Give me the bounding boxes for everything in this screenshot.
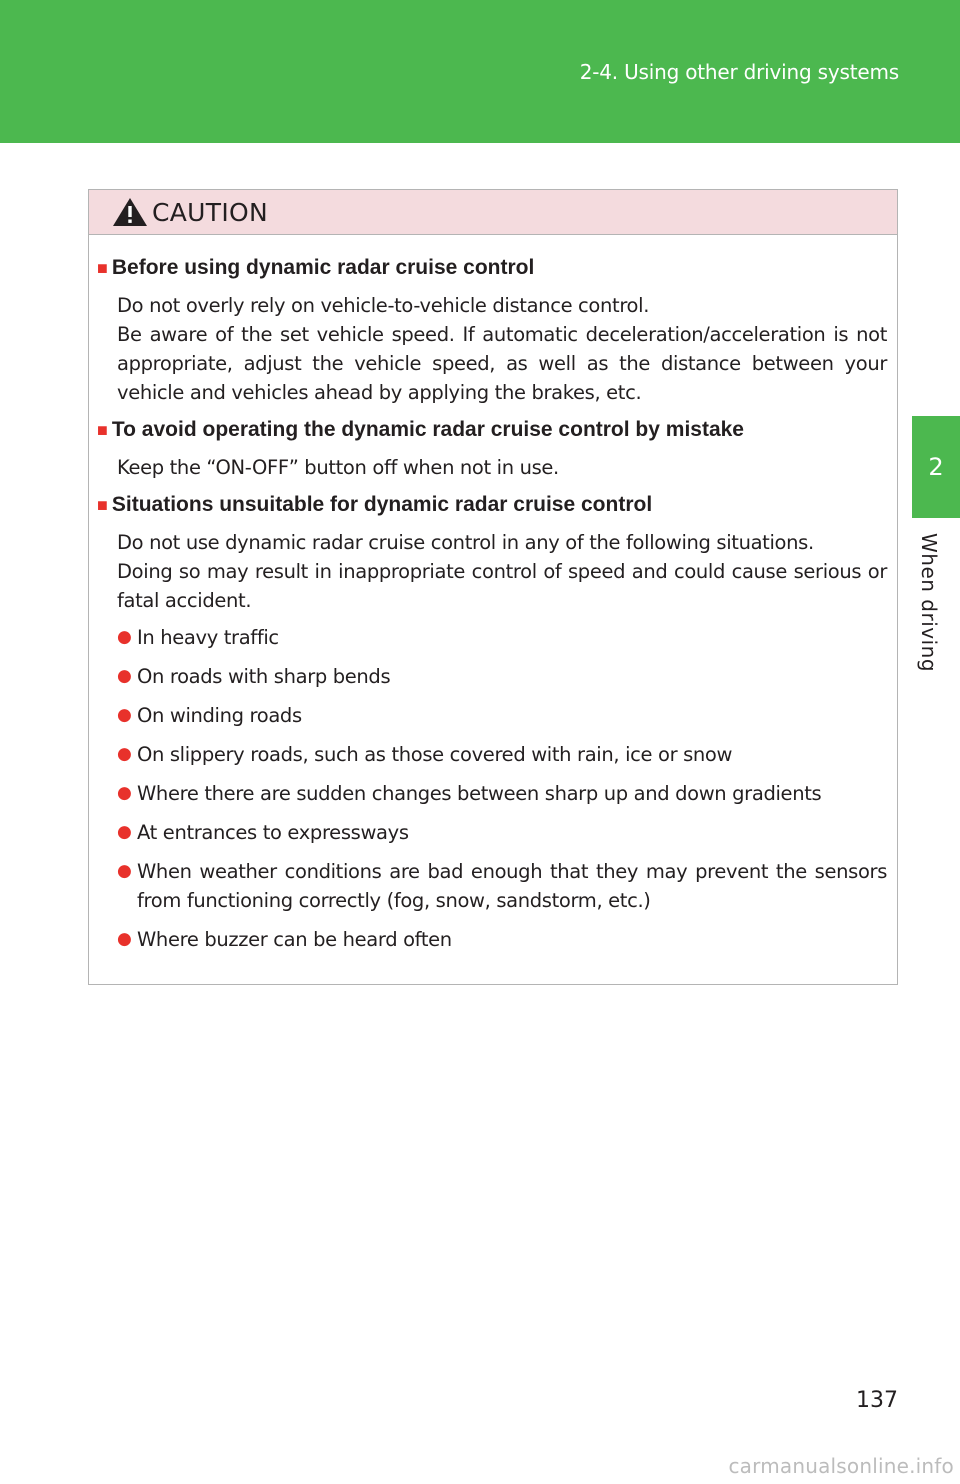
- paragraph: Do not use dynamic radar cruise control in any of the following situations.: [117, 531, 814, 554]
- caution-section: [97, 415, 887, 482]
- red-dot-icon: ●: [117, 705, 132, 725]
- caution-box: [88, 189, 898, 985]
- chapter-number: 2: [928, 453, 944, 481]
- list-item-text: On roads with sharp bends: [137, 665, 391, 688]
- list-item-text: At entrances to expressways: [137, 821, 409, 844]
- bullet-list: [117, 623, 887, 954]
- section-title: 2-4. Using other driving systems: [579, 60, 899, 84]
- warning-triangle-icon: [112, 197, 148, 227]
- list-item-text: On winding roads: [137, 704, 302, 727]
- list-item-text: In heavy traffic: [137, 626, 279, 649]
- caution-section: [97, 490, 887, 954]
- list-item: [117, 925, 887, 954]
- red-dot-icon: ●: [117, 822, 132, 842]
- section-heading: [97, 490, 887, 520]
- chapter-tab: [912, 416, 960, 518]
- list-item: [117, 701, 887, 730]
- paragraph: Do not overly rely on vehicle-to-vehicle distance control.: [117, 294, 650, 317]
- red-dot-icon: ●: [117, 627, 132, 647]
- section-heading: [97, 253, 887, 283]
- red-dot-icon: ●: [117, 783, 132, 803]
- list-item-text: On slippery roads, such as those covered with rain, ice or snow: [137, 743, 733, 766]
- paragraph: Doing so may result in inappropriate control of speed and could cause serious or fatal accident.: [117, 560, 887, 612]
- paragraph: Keep the “ON-OFF” button off when not in use.: [117, 456, 559, 479]
- list-item: [117, 623, 887, 652]
- page-number: 137: [856, 1388, 898, 1413]
- red-dot-icon: ●: [117, 861, 132, 881]
- red-square-icon: ■: [97, 420, 108, 440]
- list-item-text: Where there are sudden changes between sharp up and down gradients: [137, 782, 822, 805]
- red-square-icon: ■: [97, 495, 108, 515]
- caution-body: [89, 235, 897, 954]
- red-dot-icon: ●: [117, 744, 132, 764]
- header-band: [0, 0, 960, 143]
- caution-section: [97, 253, 887, 407]
- list-item-text: When weather conditions are bad enough that they may prevent the sensors from functioning correctly (fog, snow, sandstorm, etc.): [137, 860, 887, 912]
- caution-header: [89, 190, 897, 235]
- caution-title: CAUTION: [152, 197, 268, 227]
- list-item: [117, 662, 887, 691]
- section-heading-text: To avoid operating the dynamic radar cruise control by mistake: [111, 418, 744, 441]
- section-heading: [97, 415, 887, 445]
- chapter-label: When driving: [917, 533, 941, 673]
- list-item: [117, 818, 887, 847]
- red-square-icon: ■: [97, 258, 108, 278]
- section-heading-text: Before using dynamic radar cruise control: [111, 256, 535, 279]
- list-item: [117, 740, 887, 769]
- paragraph: Be aware of the set vehicle speed. If automatic deceleration/acceleration is not appropriate, adjust the vehicle speed, as well as the distance between your vehicle and vehicles ahead by applying the brakes, etc.: [117, 323, 887, 404]
- list-item: [117, 857, 887, 915]
- red-dot-icon: ●: [117, 666, 132, 686]
- watermark: carmanualsonline.info: [728, 1454, 954, 1478]
- red-dot-icon: ●: [117, 929, 132, 949]
- section-heading-text: Situations unsuitable for dynamic radar cruise control: [111, 493, 653, 516]
- list-item-text: Where buzzer can be heard often: [137, 928, 452, 951]
- list-item: [117, 779, 887, 808]
